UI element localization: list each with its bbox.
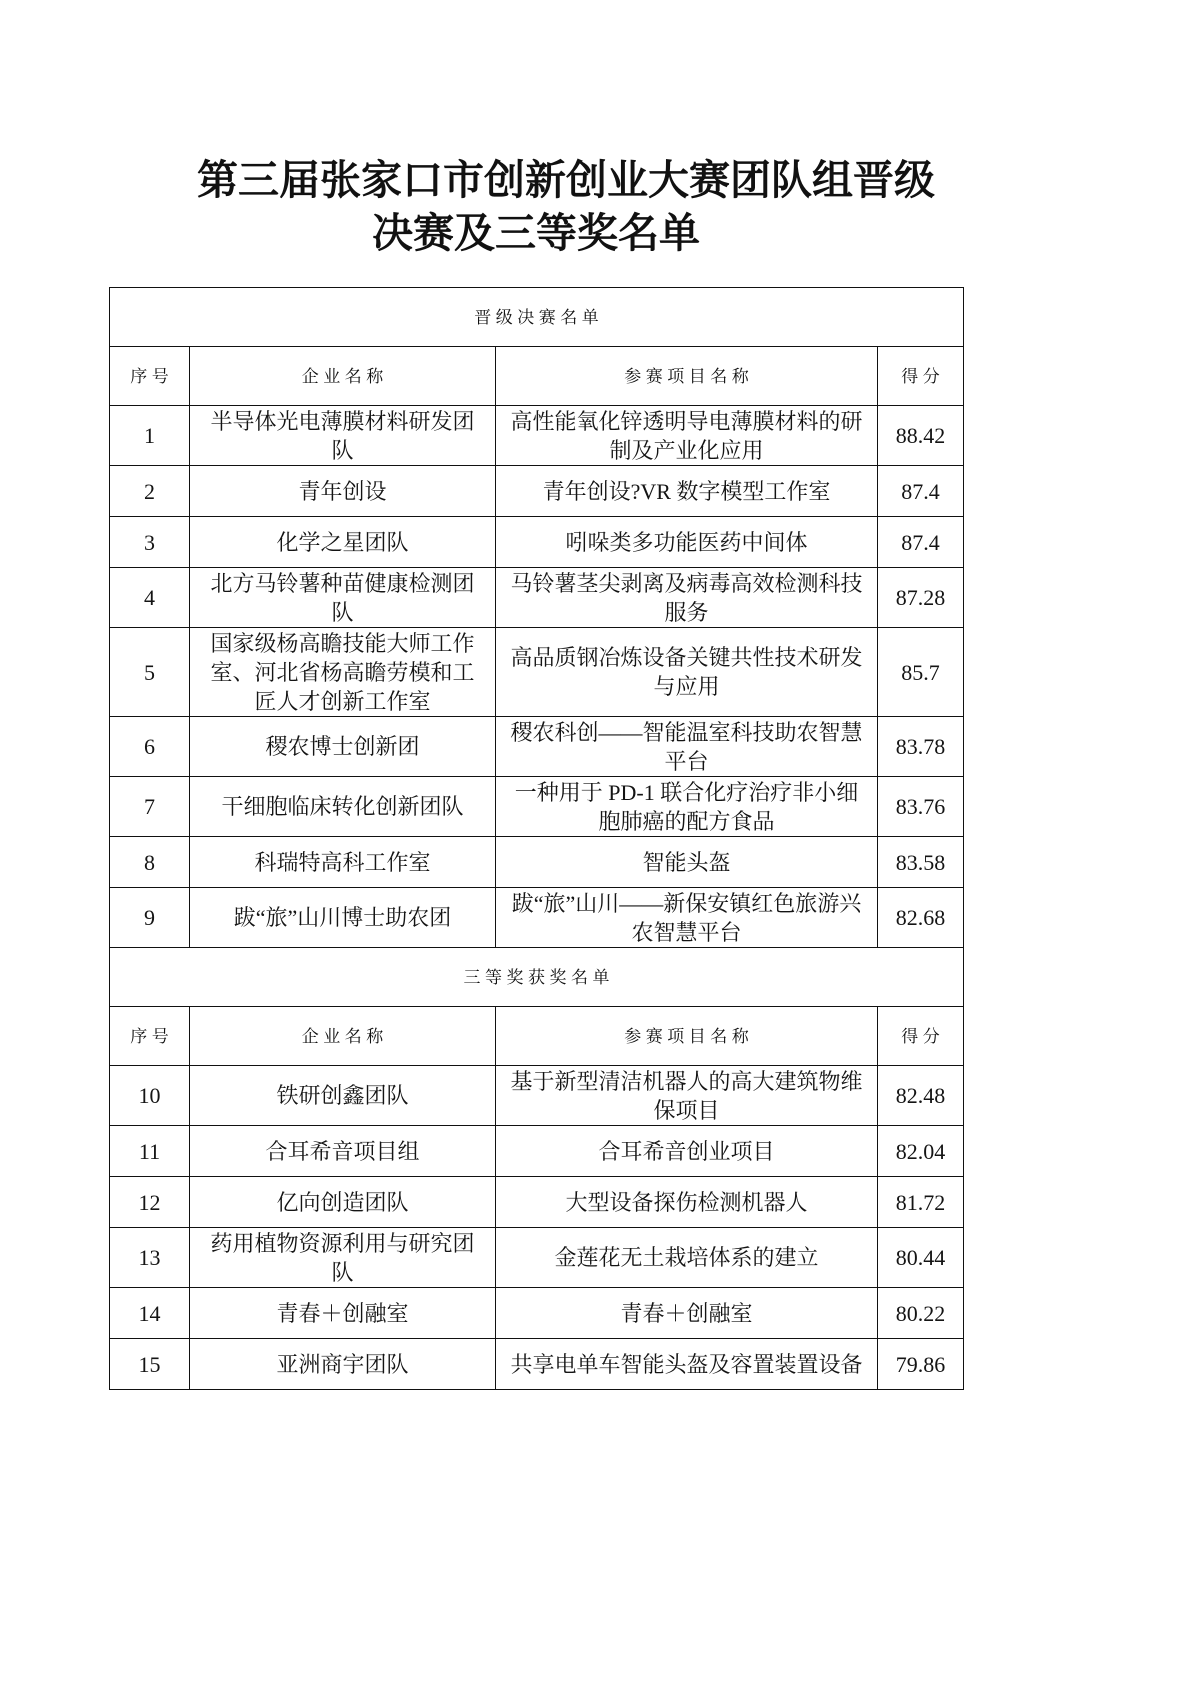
column-header-org: 企业名称 [190,1007,496,1066]
cell-org: 稷农博士创新团 [190,717,496,777]
table-row [110,568,964,628]
table-row [110,628,964,717]
page-title-line-2: 决赛及三等奖名单 [372,210,700,256]
cell-org: 药用植物资源利用与研究团队 [190,1228,496,1288]
table-row [110,1228,964,1288]
cell-project: 大型设备探伤检测机器人 [496,1177,878,1228]
cell-org: 铁研创鑫团队 [190,1066,496,1126]
cell-score: 83.78 [878,717,964,777]
section-heading: 晋级决赛名单 [110,288,964,347]
cell-index: 12 [110,1177,190,1228]
column-header-index: 序号 [110,1007,190,1066]
cell-score: 80.44 [878,1228,964,1288]
cell-index: 13 [110,1228,190,1288]
table-row [110,717,964,777]
table-row [110,1066,964,1126]
cell-index: 15 [110,1339,190,1390]
cell-org: 亚洲商宇团队 [190,1339,496,1390]
cell-index: 3 [110,517,190,568]
column-header-score: 得分 [878,347,964,406]
column-header-org: 企业名称 [190,347,496,406]
cell-index: 11 [110,1126,190,1177]
cell-org: 跋“旅”山川博士助农团 [190,888,496,948]
cell-score: 80.22 [878,1288,964,1339]
cell-project: 智能头盔 [496,837,878,888]
cell-project: 青春＋创融室 [496,1288,878,1339]
column-header-score: 得分 [878,1007,964,1066]
section-heading: 三等奖获奖名单 [110,948,964,1007]
cell-org: 合耳希音项目组 [190,1126,496,1177]
cell-index: 5 [110,628,190,717]
cell-score: 88.42 [878,406,964,466]
column-header-project: 参赛项目名称 [496,1007,878,1066]
column-header-project: 参赛项目名称 [496,347,878,406]
cell-project: 稷农科创——智能温室科技助农智慧平台 [496,717,878,777]
cell-org: 国家级杨高瞻技能大师工作室、河北省杨高瞻劳模和工匠人才创新工作室 [190,628,496,717]
table-row [110,1177,964,1228]
cell-index: 2 [110,466,190,517]
table-row [110,837,964,888]
cell-score: 82.04 [878,1126,964,1177]
cell-org: 亿向创造团队 [190,1177,496,1228]
cell-index: 10 [110,1066,190,1126]
table-row [110,466,964,517]
cell-index: 4 [110,568,190,628]
table-row [110,888,964,948]
cell-org: 干细胞临床转化创新团队 [190,777,496,837]
cell-org: 化学之星团队 [190,517,496,568]
cell-project: 高品质钢冶炼设备关键共性技术研发与应用 [496,628,878,717]
cell-score: 81.72 [878,1177,964,1228]
table-row [110,517,964,568]
cell-org: 半导体光电薄膜材料研发团队 [190,406,496,466]
cell-index: 7 [110,777,190,837]
cell-score: 87.28 [878,568,964,628]
table-row [110,406,964,466]
cell-score: 82.68 [878,888,964,948]
cell-project: 金莲花无土栽培体系的建立 [496,1228,878,1288]
section-heading-row [110,288,964,347]
cell-index: 8 [110,837,190,888]
cell-score: 83.76 [878,777,964,837]
cell-project: 青年创设?VR 数字模型工作室 [496,466,878,517]
cell-index: 9 [110,888,190,948]
cell-project: 跋“旅”山川——新保安镇红色旅游兴农智慧平台 [496,888,878,948]
column-header-row [110,347,964,406]
section-heading-row [110,948,964,1007]
column-header-row [110,1007,964,1066]
cell-project: 共享电单车智能头盔及容置装置设备 [496,1339,878,1390]
cell-org: 青春＋创融室 [190,1288,496,1339]
cell-project: 合耳希音创业项目 [496,1126,878,1177]
table-row [110,1126,964,1177]
cell-score: 83.58 [878,837,964,888]
cell-score: 79.86 [878,1339,964,1390]
page-title-line-1: 第三届张家口市创新创业大赛团队组晋级 [197,157,935,203]
table-row [110,1339,964,1390]
cell-score: 82.48 [878,1066,964,1126]
cell-project: 一种用于 PD-1 联合化疗治疗非小细胞肺癌的配方食品 [496,777,878,837]
results-table [109,287,964,1390]
cell-project: 高性能氧化锌透明导电薄膜材料的研制及产业化应用 [496,406,878,466]
cell-index: 6 [110,717,190,777]
cell-project: 马铃薯茎尖剥离及病毒高效检测科技服务 [496,568,878,628]
cell-project: 吲哚类多功能医药中间体 [496,517,878,568]
cell-score: 87.4 [878,517,964,568]
cell-org: 青年创设 [190,466,496,517]
cell-org: 北方马铃薯种苗健康检测团队 [190,568,496,628]
table-row [110,777,964,837]
cell-score: 85.7 [878,628,964,717]
table-row [110,1288,964,1339]
cell-score: 87.4 [878,466,964,517]
column-header-index: 序号 [110,347,190,406]
cell-index: 1 [110,406,190,466]
cell-project: 基于新型清洁机器人的高大建筑物维保项目 [496,1066,878,1126]
cell-index: 14 [110,1288,190,1339]
cell-org: 科瑞特高科工作室 [190,837,496,888]
